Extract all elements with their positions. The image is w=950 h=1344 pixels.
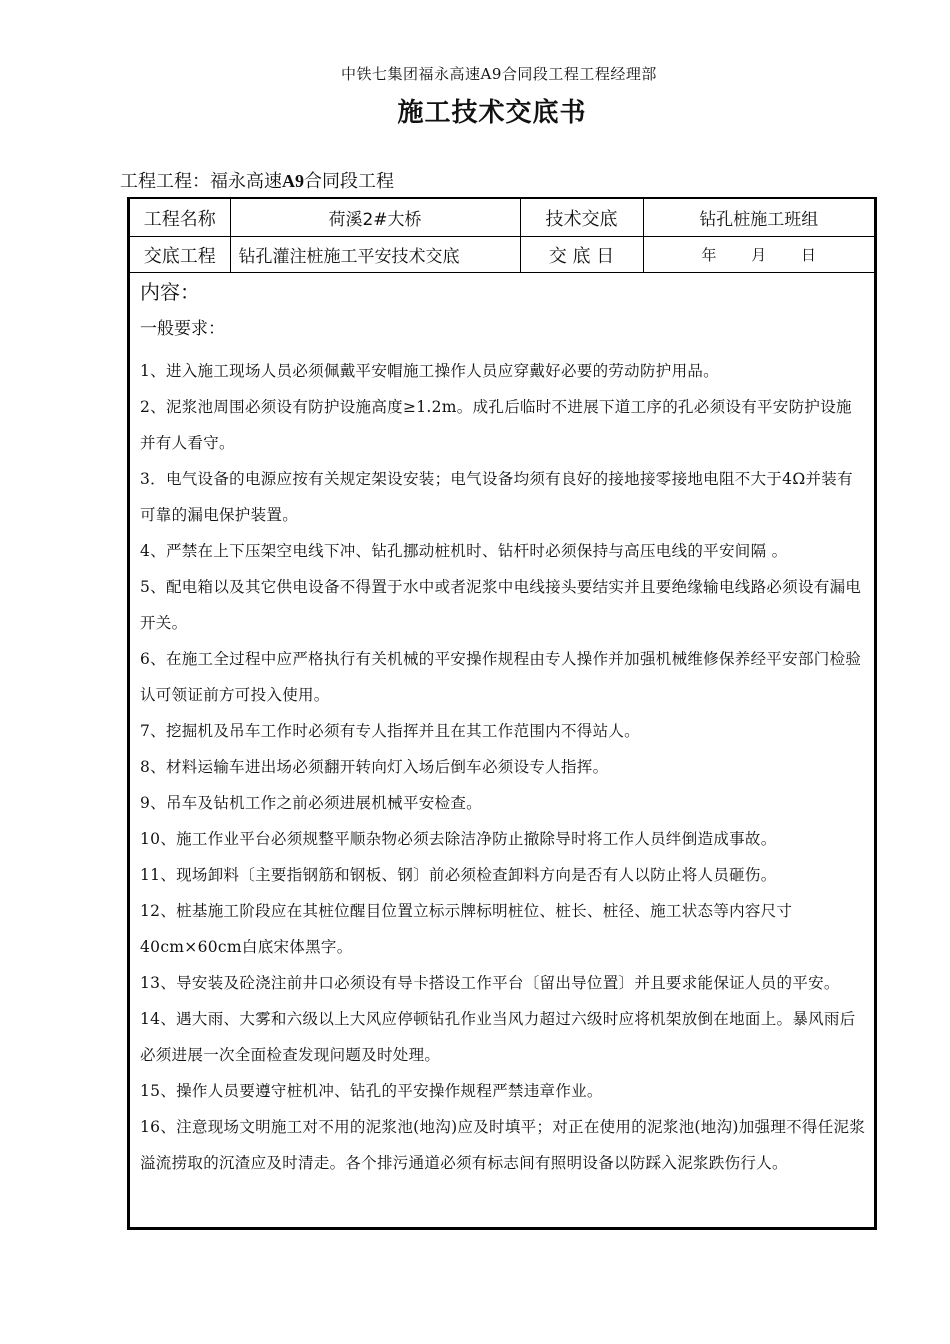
handover-item-label: 交底工程 bbox=[130, 237, 230, 273]
handover-item-value: 钻孔灌注桩施工平安技术交底 bbox=[230, 237, 520, 273]
section-heading: 一般要求： bbox=[140, 319, 225, 339]
list-item: 10、施工作业平台必须规整平顺杂物必须去除洁净防止撤除导时将工作人员绊倒造成事故。 bbox=[140, 830, 777, 848]
handover-date-value: 年 月 日 bbox=[643, 237, 874, 273]
document-title: 施工技术交底书 bbox=[397, 98, 587, 128]
handover-to-value: 钻孔桩施工班组 bbox=[643, 199, 874, 237]
list-item: 15、操作人员要遵守桩机冲、钻孔的平安操作规程严禁违章作业。 bbox=[140, 1082, 603, 1100]
requirements-list bbox=[140, 353, 866, 1181]
list-item: 11、现场卸料〔主要指钢筋和钢板、钢〕前必须检查卸料方向是否有人以防止将人员砸伤。 bbox=[140, 866, 777, 884]
list-item: 2、泥浆池周围必须设有防护设施高度≥1.2m。成孔后临时不进展下道工序的孔必须设有平安防护设施并有人看守。 bbox=[140, 398, 852, 452]
list-item: 14、遇大雨、大雾和六级以上大风应停顿钻孔作业当风力超过六级时应将机架放倒在地面上。暴风雨后必须进展一次全面检查发现问题及时处理。 bbox=[140, 1010, 856, 1064]
list-item: 13、导安装及砼浇注前井口必须设有导卡搭设工作平台〔留出导位置〕并且要求能保证人员的平安。 bbox=[140, 974, 840, 992]
handover-form bbox=[127, 197, 877, 1230]
list-item: 1、进入施工现场人员必须佩戴平安帽施工操作人员应穿戴好必要的劳动防护用品。 bbox=[140, 362, 719, 380]
organization-name: 中铁七集团福永高速A9合同段工程工程经理部 bbox=[341, 65, 657, 83]
list-item: 9、吊车及钻机工作之前必须进展机械平安检查。 bbox=[140, 794, 482, 812]
handover-date-label: 交 底 日 bbox=[520, 237, 643, 273]
header-row-1 bbox=[130, 199, 874, 237]
content-label: 内容： bbox=[140, 280, 200, 304]
list-item: 12、桩基施工阶段应在其桩位醒目位置立标示牌标明桩位、桩长、桩径、施工状态等内容尺寸40cm×60cm白底宋体黑字。 bbox=[140, 902, 793, 956]
header-row-2 bbox=[130, 237, 874, 273]
project-label: 工程工程：福永高速 bbox=[120, 171, 282, 192]
project-name-label: 工程名称 bbox=[130, 199, 230, 237]
list-item: 8、材料运输车进出场必须翻开转向灯入场后倒车必须设专人指挥。 bbox=[140, 758, 609, 776]
list-item: 4、严禁在上下压架空电线下冲、钻孔挪动桩机时、钻杆时必须保持与高压电线的平安间隔 。 bbox=[140, 542, 788, 560]
list-item: 5、配电箱以及其它供电设备不得置于水中或者泥浆中电线接头要结实并且要绝缘输电线路必须设有漏电开关。 bbox=[140, 578, 862, 632]
list-item: 3．电气设备的电源应按有关规定架设安装；电气设备均须有良好的接地接零接地电阻不大于4Ω并装有可靠的漏电保护装置。 bbox=[140, 470, 853, 524]
project-suffix: 合同段工程 bbox=[304, 171, 394, 192]
list-item: 16、注意现场文明施工对不用的泥浆池(地沟)应及时填平；对正在使用的泥浆池(地沟)加强理不得任泥浆溢流捞取的沉渣应及时清走。各个排污通道必须有标志间有照明设备以防踩入泥浆跌伤行人。 bbox=[140, 1118, 866, 1172]
handover-to-label: 技术交底 bbox=[520, 199, 643, 237]
list-item: 6、在施工全过程中应严格执行有关机械的平安操作规程由专人操作并加强机械维修保养经平安部门检验认可领证前方可投入使用。 bbox=[140, 650, 862, 704]
header-table bbox=[130, 199, 874, 273]
list-item: 7、挖掘机及吊车工作时必须有专人指挥并且在其工作范围内不得站人。 bbox=[140, 722, 640, 740]
content-area bbox=[140, 279, 866, 1181]
project-name-value: 荷溪2#大桥 bbox=[230, 199, 520, 237]
project-code: A9 bbox=[282, 171, 304, 191]
project-line bbox=[120, 167, 394, 193]
